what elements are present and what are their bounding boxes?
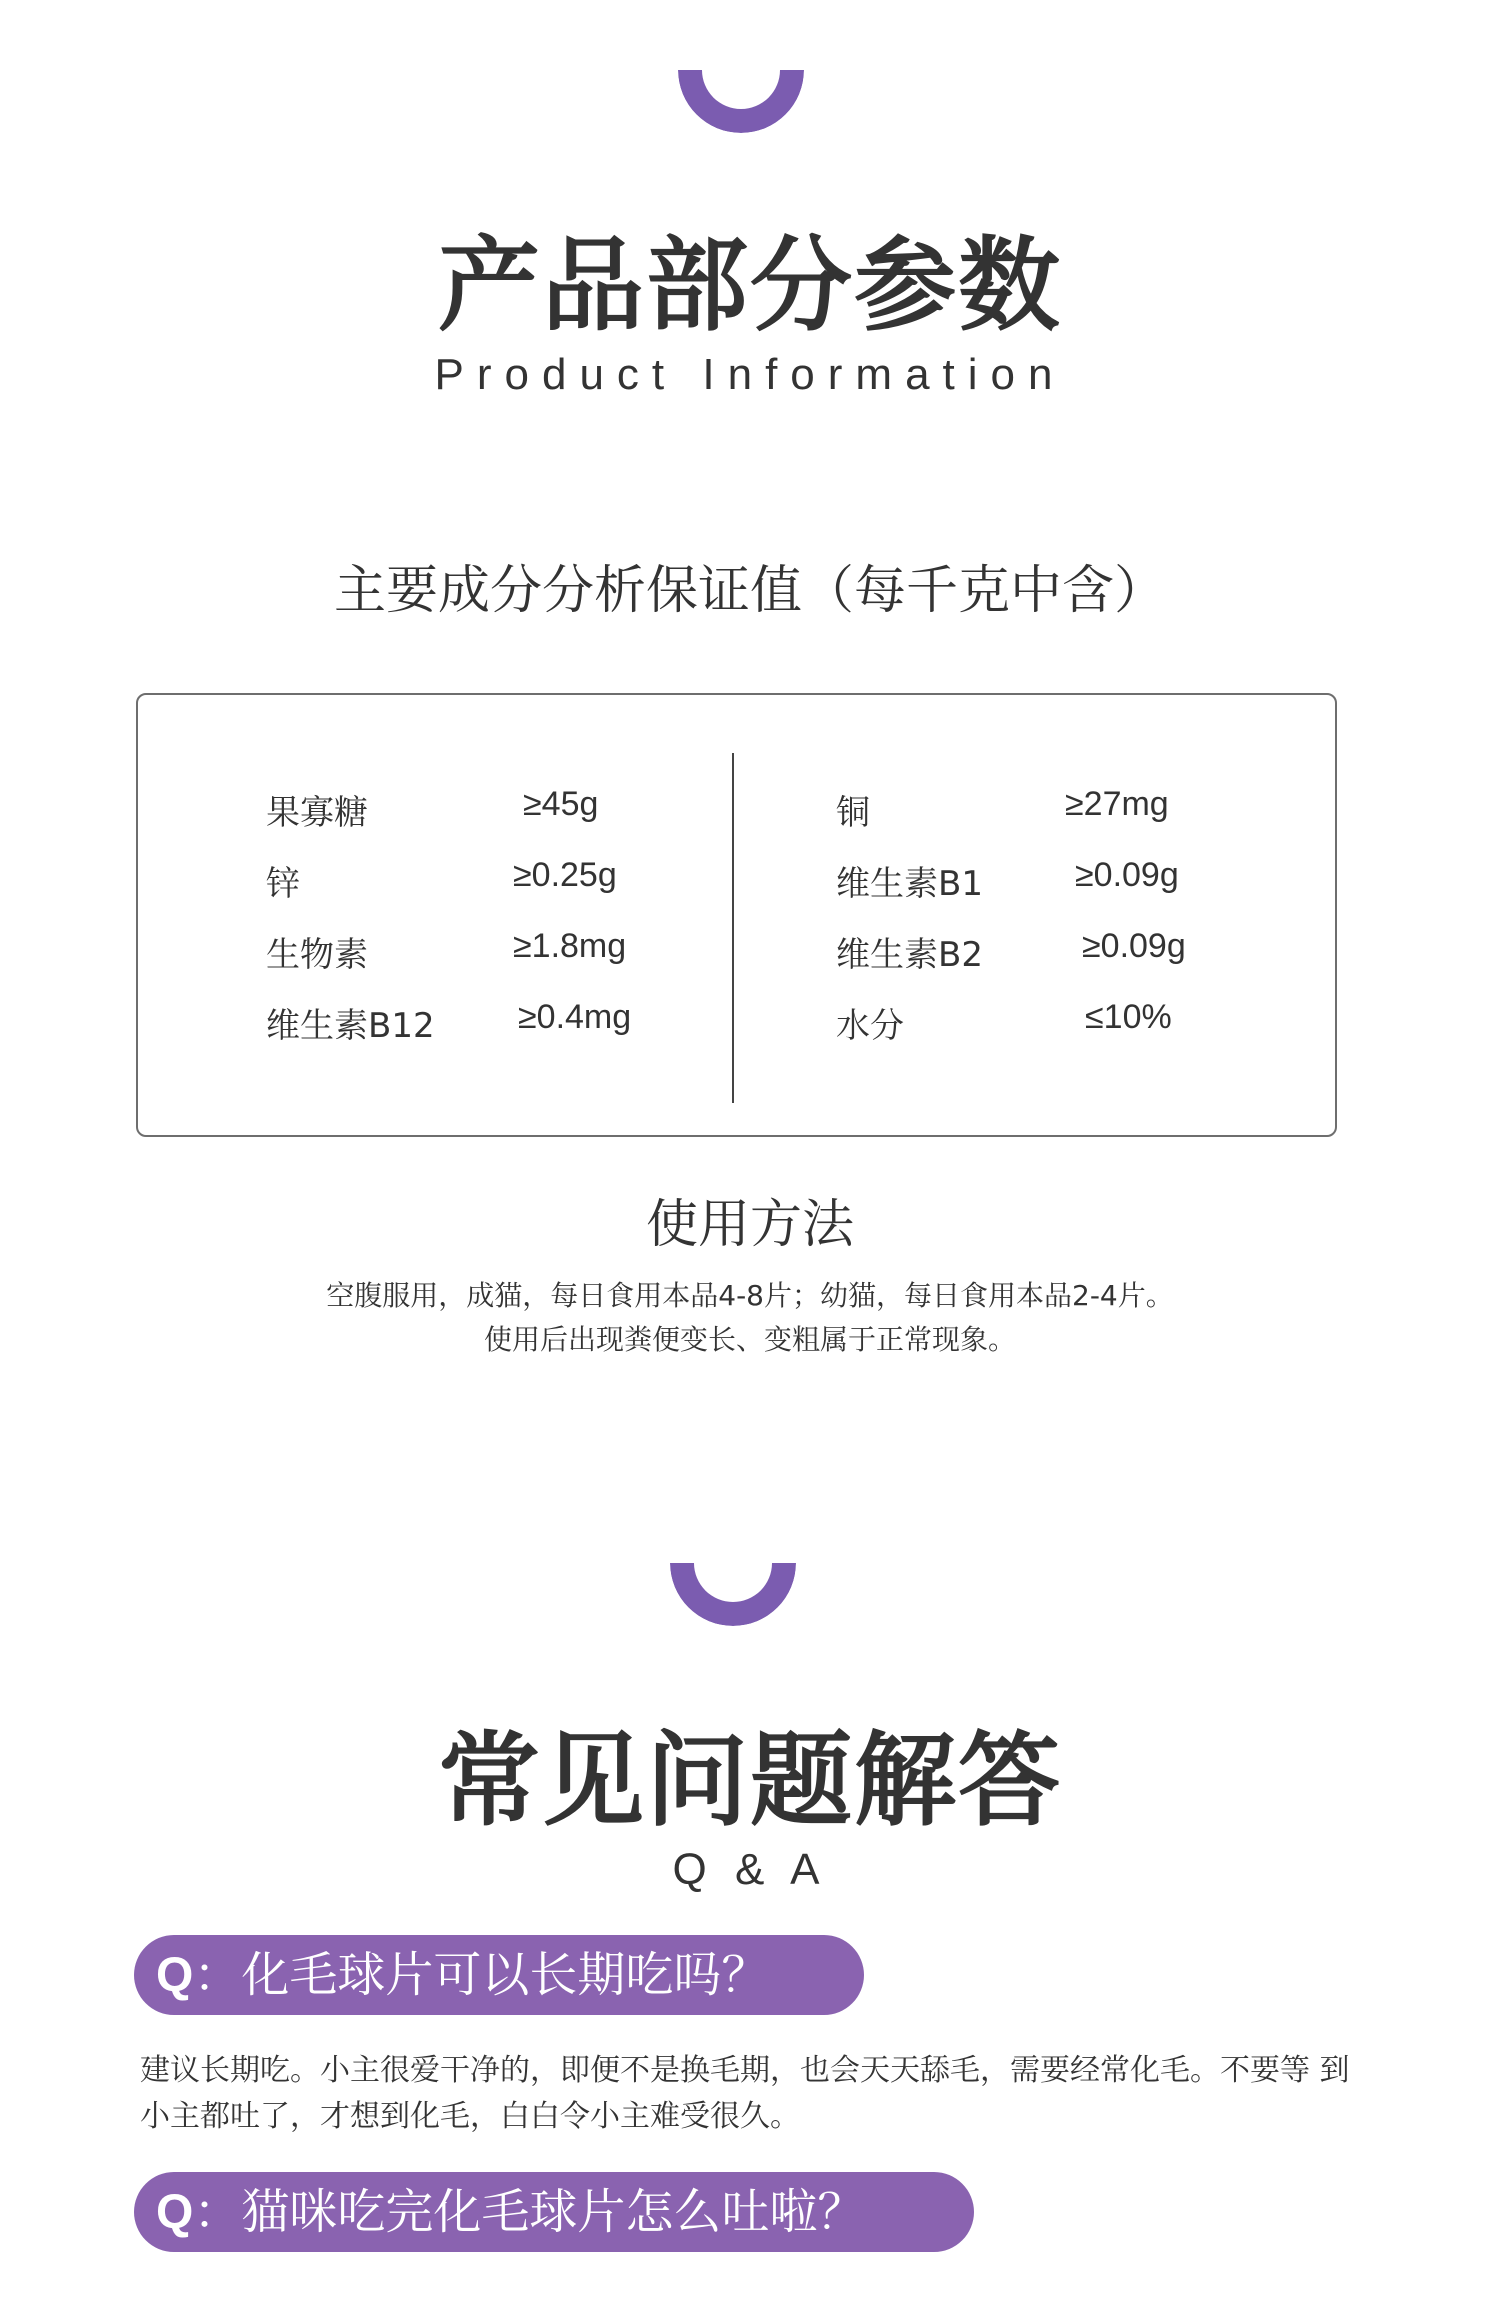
param-value: ≥0.4mg — [518, 998, 632, 1036]
usage-line: 使用后出现粪便变长、变粗属于正常现象。 — [483, 1323, 1016, 1356]
param-name: 水分 — [836, 1006, 904, 1046]
guarantee-heading: 主要成分分析保证值（每千克中含） — [333, 561, 1166, 621]
question-text: ：化毛球片可以长期吃吗？ — [193, 1947, 770, 2003]
param-name: 锌 — [266, 864, 300, 904]
usage-line: 空腹服用，成猫，每日食用本品4-8片；幼猫，每日食用本品2-4片。 — [326, 1279, 1174, 1312]
half-circle-arc-icon — [678, 70, 804, 133]
param-name: 维生素B1 — [836, 864, 983, 904]
param-name: 生物素 — [266, 935, 368, 975]
param-value: ≥0.09g — [1075, 856, 1179, 894]
usage-heading: 使用方法 — [645, 1195, 854, 1255]
faq-section-title: 常见问题解答 — [438, 1722, 1062, 1841]
param-name: 维生素B2 — [836, 935, 983, 975]
param-value: ≥1.8mg — [513, 927, 627, 965]
param-value: ≥0.09g — [1082, 927, 1186, 965]
param-name: 铜 — [836, 793, 870, 833]
faq-question[interactable] — [134, 1935, 864, 2015]
parameters-table — [136, 693, 1337, 1137]
q-label: Q — [156, 2186, 194, 2239]
param-value: ≤10% — [1085, 998, 1172, 1036]
param-value: ≥45g — [523, 785, 599, 823]
product-section-title: 产品部分参数 — [438, 227, 1062, 346]
param-value: ≥27mg — [1065, 785, 1169, 823]
param-name: 果寡糖 — [266, 793, 368, 833]
half-circle-arc-icon — [670, 1563, 796, 1626]
table-divider — [732, 753, 734, 1103]
faq-question[interactable] — [134, 2172, 974, 2252]
q-label: Q — [156, 1949, 194, 2002]
product-section-subtitle: Product Information — [434, 350, 1066, 399]
faq-section-subtitle: Q & A — [672, 1845, 828, 1894]
param-name: 维生素B12 — [266, 1006, 435, 1046]
question-text: ：猫咪吃完化毛球片怎么吐啦？ — [193, 2184, 866, 2240]
faq-answer: 建议长期吃。小主很爱干净的，即便不是换毛期，也会天天舔毛，需要经常化毛。不要等 到小主都吐了，才想到化毛，白白令小主难受很久。 — [140, 2053, 1350, 2134]
param-value: ≥0.25g — [513, 856, 617, 894]
